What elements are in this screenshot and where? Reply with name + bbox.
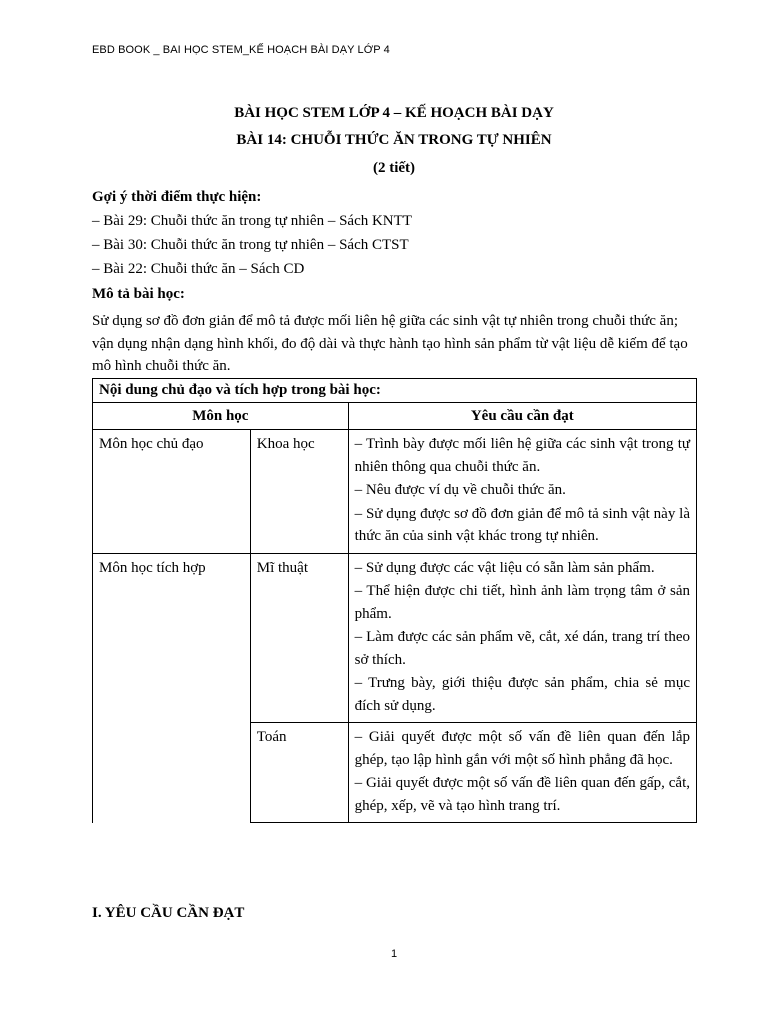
lesson-duration: (2 tiết) [372, 160, 416, 176]
lesson-series-title: BÀI HỌC STEM LỚP 4 – KẾ HOẠCH BÀI DẠY [234, 105, 554, 121]
subject-art: Mĩ thuật [250, 553, 348, 723]
requirement-item: – Làm được các sản phẩm vẽ, cắt, xé dán, trang trí theo sở thích. [354, 629, 690, 668]
section-title: I. YÊU CẦU CẦN ĐẠT [92, 905, 245, 921]
timing-item: – Bài 29: Chuỗi thức ăn trong tự nhiên – Sách KNTT [92, 213, 412, 229]
requirement-item: – Giải quyết được một số vấn đề liên quan đến gấp, cắt, ghép, xếp, vẽ và tạo hình trang trí. [354, 775, 690, 814]
lesson-title: BÀI 14: CHUỖI THỨC ĂN TRONG TỰ NHIÊN [236, 132, 552, 148]
requirement-item: – Sử dụng được sơ đồ đơn giản để mô tả sinh vật này là thức ăn của sinh vật khác trong tự nhiên. [354, 505, 690, 544]
group-label-main: Môn học chủ đạo [93, 430, 251, 554]
timing-heading: Gợi ý thời điểm thực hiện: [92, 189, 262, 205]
requirement-item: – Giải quyết được một số vấn đề liên quan đến lắp ghép, tạo lập hình gắn với một số hình phẳng đã học. [354, 729, 690, 768]
page-number: 1 [390, 948, 398, 960]
column-header-subject: Môn học [93, 402, 349, 430]
description-heading: Mô tả bài học: [92, 286, 185, 302]
requirement-item: – Trưng bày, giới thiệu được sản phẩm, chia sẻ mục đích sử dụng. [354, 675, 690, 714]
table-row [93, 430, 697, 554]
requirement-item: – Nêu được ví dụ về chuỗi thức ăn. [354, 482, 566, 498]
subject-math: Toán [250, 723, 348, 823]
requirement-item: – Thể hiện được chi tiết, hình ảnh làm trọng tâm ở sản phẩm. [354, 583, 690, 622]
requirements-math [348, 723, 696, 823]
subject-science: Khoa học [250, 430, 348, 554]
timing-item: – Bài 30: Chuỗi thức ăn trong tự nhiên – Sách CTST [92, 237, 409, 253]
table-caption: Nội dung chủ đạo và tích hợp trong bài học: [93, 379, 697, 403]
timing-item: – Bài 22: Chuỗi thức ăn – Sách CD [92, 261, 305, 277]
requirements-science [348, 430, 696, 554]
requirement-item: – Trình bày được mối liên hệ giữa các sinh vật trong tự nhiên thông qua chuỗi thức ăn. [354, 436, 690, 475]
content-table [92, 378, 697, 823]
requirement-item: – Sử dụng được các vật liệu có sẵn làm sản phẩm. [354, 559, 655, 576]
group-label-integrated: Môn học tích hợp [93, 553, 251, 823]
table-row [93, 553, 697, 723]
page-header: EBD BOOK _ BAI HỌC STEM_KẾ HOẠCH BÀI DẠY LỚP 4 [92, 44, 390, 56]
requirements-art [348, 553, 696, 723]
column-header-requirement: Yêu cầu cần đạt [348, 402, 696, 430]
description-text: Sử dụng sơ đồ đơn giản để mô tả được mối liên hệ giữa các sinh vật tự nhiên trong chuỗi thức ăn; vận dụng nhận dạng hình khối, đo độ dài và thực hành tạo hình sản phẩm từ vật liệu dễ kiếm để tạo mô hình chuỗi thức ăn. [92, 313, 688, 374]
